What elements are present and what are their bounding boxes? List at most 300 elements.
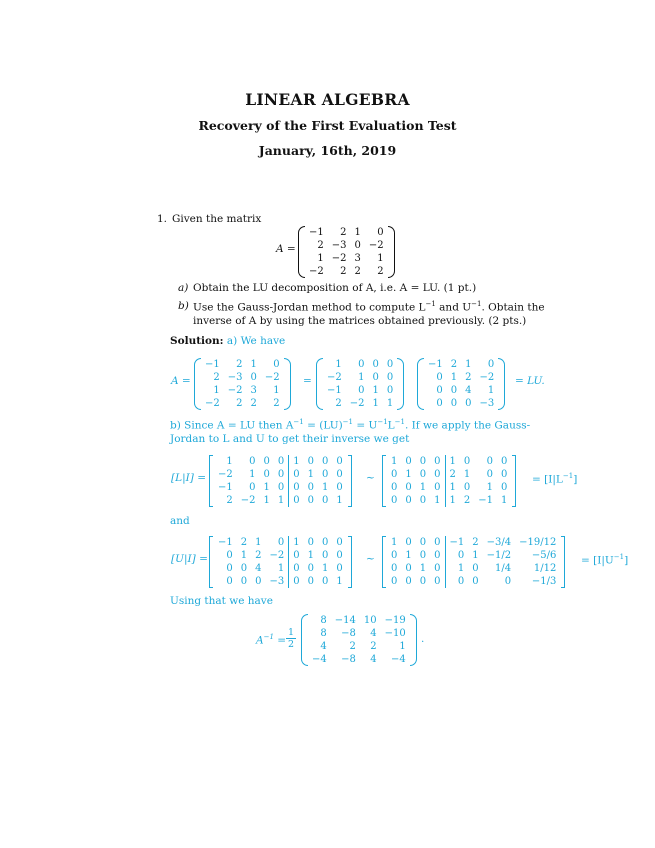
matrix-cell: −1 [478,495,493,506]
matrix-cell: 1 [450,372,458,383]
lu-matrix-a [201,358,284,410]
matrix-cell: 0 [486,469,493,480]
matrix-cell: 1 [277,563,285,574]
bracket-left [209,536,213,588]
matrix-row [214,494,347,507]
matrix-cell: −2 [331,253,347,264]
matrix-cell: 1 [465,359,472,370]
matrix-cell: 1/4 [495,563,512,574]
matrix-cell: 2 [445,468,460,481]
matrix-cell: −2 [327,372,342,383]
solution-block-label: Solution: a) We have [170,335,286,347]
matrix-cell: 1 [335,359,342,370]
matrix-cell: 1 [307,550,314,561]
matrix-row [387,481,511,494]
matrix-cell: 0 [434,456,441,467]
document-subtitle: Recovery of the First Evaluation Test [198,118,457,133]
matrix-li-left [214,455,347,507]
li-sim: ∼ [366,472,375,484]
matrix-row [305,226,388,239]
matrix-row [387,549,560,562]
matrix-cell: 1 [399,641,406,652]
matrix-u [424,358,498,410]
bracket-right [561,536,565,588]
matrix-cell: −2 [349,398,365,409]
using-text: Using that we have [170,595,273,607]
matrix-cell: 1 [487,385,495,396]
matrix-cell: 1 [445,562,468,575]
matrix-row [387,536,560,549]
matrix-row [214,575,347,588]
matrix-a [305,226,388,278]
part-b-text-line2: inverse of A by using the matrices obtained previously. (2 pts.) [193,315,527,327]
matrix-cell: 4 [465,385,472,396]
matrix-cell: 1 [289,455,304,468]
matrix-cell: −14 [334,615,356,626]
ui-result: = $[I|U^{-1}]$ [581,553,629,567]
matrix-cell: 0 [226,576,233,587]
matrix-cell: 0 [472,576,479,587]
matrix-cell: 0 [322,495,329,506]
matrix-cell: 0 [240,576,248,587]
matrix-cell: 2 [226,495,233,506]
matrix-cell: 0 [277,482,285,493]
matrix-cell: 0 [249,456,256,467]
matrix-cell: 0 [405,495,412,506]
matrix-row [387,468,511,481]
matrix-cell: 0 [322,537,329,548]
matrix-row [323,384,397,397]
matrix-cell: 4 [255,563,262,574]
matrix-cell: 0 [336,537,343,548]
matrix-cell: 0 [307,495,314,506]
matrix-cell: 1 [405,550,412,561]
matrix-cell: 0 [358,385,365,396]
matrix-cell: 1 [226,456,233,467]
matrix-cell: 0 [391,550,398,561]
matrix-cell: 2 [250,398,257,409]
matrix-cell: 0 [419,576,427,587]
matrix-row [387,575,560,588]
matrix-cell: 0 [372,372,379,383]
matrix-cell: 0 [501,469,508,480]
matrix-row [214,549,347,562]
matrix-table [214,536,347,588]
matrix-cell: 2 [354,266,361,277]
matrix-row [201,384,284,397]
matrix-cell: 2 [340,266,347,277]
matrix-cell: 1 [289,536,304,549]
matrix-cell: −8 [341,628,356,639]
matrix-cell: 2 [349,641,356,652]
matrix-cell: 0 [434,537,441,548]
matrix-cell: −2 [368,240,384,251]
part-a-text: Obtain the LU decomposition of A, i.e. A = LU. (1 pt.) [193,282,477,294]
matrix-cell: 2 [273,398,280,409]
matrix-cell: 0 [487,359,495,370]
matrix-cell: 0 [336,482,343,493]
matrix-cell: 0 [391,482,398,493]
matrix-cell: −3/4 [486,537,512,548]
matrix-cell: 0 [434,550,441,561]
bracket-right [348,536,352,588]
matrix-cell: 4 [370,654,377,665]
li-label: [L|I] = [171,472,206,484]
matrix-row [305,265,388,278]
matrix-cell: 1 [377,253,384,264]
matrix-table [424,358,498,410]
matrix-cell: 0 [372,359,379,370]
matrix-cell: 0 [419,550,427,561]
matrix-cell: 0 [289,575,304,588]
matrix-cell: 1 [358,372,365,383]
matrix-cell: −2 [218,469,233,480]
matrix-cell: −2 [264,372,280,383]
document-date: January, 16th, 2019 [258,143,397,158]
matrix-cell: −1 [309,227,324,238]
matrix-cell: 0 [289,562,304,575]
matrix-cell: 1 [405,469,412,480]
matrix-cell: 0 [486,456,493,467]
matrix-table [387,455,511,507]
matrix-cell: 0 [436,372,443,383]
matrix-row [201,397,284,410]
matrix-row [323,397,397,410]
matrix-row [424,371,498,384]
matrix-cell: −1/2 [486,550,512,561]
matrix-cell: 8 [320,628,327,639]
matrix-row [387,455,511,468]
matrix-cell: 0 [289,549,304,562]
matrix-row [308,614,410,627]
matrix-cell: 2 [340,227,347,238]
matrix-cell: 0 [273,359,280,370]
matrix-cell: −19/12 [519,537,557,548]
matrix-cell: 1 [463,469,471,480]
matrix-cell: 2 [472,537,479,548]
li-result: = $[I|L^{-1}]$ [532,472,578,486]
matrix-cell: 0 [307,537,314,548]
matrix-cell: 0 [405,563,412,574]
matrix-cell: 0 [405,456,412,467]
matrix-cell: 0 [277,469,285,480]
matrix-cell: 1 [445,494,460,507]
matrix-cell: −2 [309,266,324,277]
matrix-cell: 1 [372,385,379,396]
matrix-cell: 0 [463,482,471,493]
matrix-cell: 0 [307,576,314,587]
matrix-cell: 4 [370,628,377,639]
paren-right [410,614,417,666]
matrix-cell: 0 [386,385,394,396]
matrix-cell: 1 [263,482,270,493]
problem-intro: Given the matrix [172,213,262,225]
matrix-row [308,627,410,640]
matrix-cell: 1 [391,456,398,467]
matrix-row [424,397,498,410]
matrix-table [305,226,388,278]
matrix-cell: 0 [249,482,256,493]
matrix-cell: −3 [479,398,495,409]
matrix-cell: −1 [327,385,342,396]
matrix-cell: 1 [249,469,256,480]
matrix-cell: 8 [320,615,327,626]
matrix-row [387,562,560,575]
matrix-cell: 2 [236,398,243,409]
matrix-table [387,536,560,588]
matrix-cell: 0 [434,469,441,480]
and-text: and [170,515,190,527]
matrix-ainv [308,614,410,666]
matrix-cell: 0 [263,469,270,480]
matrix-cell: 1 [322,563,329,574]
matrix-l [323,358,397,410]
matrix-cell: 0 [255,576,262,587]
paren-left [194,358,201,410]
bracket-right [512,455,516,507]
matrix-cell: 0 [226,563,233,574]
matrix-cell: 0 [336,563,343,574]
matrix-cell: −4 [390,654,406,665]
matrix-cell: 1 [391,537,398,548]
paren-right [388,226,395,278]
matrix-cell: 0 [336,550,343,561]
matrix-row [387,494,511,507]
matrix-cell: 2 [255,550,262,561]
matrix-cell: 1 [263,495,270,506]
matrix-cell: 3 [250,385,257,396]
matrix-table [214,455,347,507]
matrix-cell: 0 [450,385,458,396]
matrix-row [201,358,284,371]
matrix-row [424,384,498,397]
matrix-cell: −3 [227,372,243,383]
matrix-row [323,358,397,371]
paren-left [301,614,308,666]
matrix-cell: 0 [289,494,304,507]
matrix-cell: 1 [419,563,427,574]
lu-a-label: A = [171,375,191,387]
matrix-cell: 0 [226,550,233,561]
matrix-cell: 0 [436,398,443,409]
ainv-period: . [421,633,425,645]
matrix-cell: 10 [363,615,377,626]
paren-right [397,358,404,410]
matrix-cell: 2 [317,240,324,251]
solution-b-line1: b) Since A = LU then $A^{-1} = (LU)^{-1} = U^{-1}L^{-1}$. If we apply the Gauss- [170,418,531,432]
document-title: LINEAR ALGEBRA [245,90,410,109]
matrix-cell: 3 [354,253,361,264]
matrix-cell: 0 [322,576,329,587]
matrix-cell: 0 [391,495,398,506]
matrix-cell: 2 [463,495,471,506]
matrix-cell: 0 [354,240,361,251]
matrix-cell: 0 [386,372,394,383]
matrix-cell: 0 [445,575,468,588]
matrix-cell: 0 [322,550,329,561]
matrix-table [308,614,410,666]
matrix-cell: 0 [419,469,427,480]
matrix-cell: 0 [434,576,441,587]
bracket-left [382,536,386,588]
matrix-cell: 1 [240,550,248,561]
matrix-cell: 0 [377,227,384,238]
bracket-right [348,455,352,507]
matrix-ui-left [214,536,347,588]
matrix-cell: 0 [501,482,508,493]
matrix-cell: 1 [277,495,285,506]
bracket-left [382,455,386,507]
matrix-cell: −5/6 [531,550,557,561]
matrix-cell: 0 [391,469,398,480]
matrix-cell: −2 [205,398,220,409]
matrix-cell: 0 [405,576,412,587]
matrix-cell: 0 [307,456,314,467]
matrix-cell: 2 [450,359,458,370]
matrix-cell: −1 [445,536,468,549]
matrix-cell: −19 [384,615,406,626]
matrix-cell: 0 [501,456,508,467]
matrix-cell: 0 [277,537,285,548]
matrix-cell: 0 [391,563,398,574]
matrix-cell: −2 [269,550,285,561]
paren-right [498,358,505,410]
matrix-row [214,481,347,494]
matrix-cell: 1 [445,455,460,468]
matrix-row [201,371,284,384]
paren-left [417,358,424,410]
matrix-row [214,562,347,575]
matrix-row [308,640,410,653]
part-a-marker: a) [178,282,189,294]
matrix-cell: 0 [463,456,471,467]
paren-left [298,226,305,278]
part-b-text-line1: Use the Gauss-Jordan method to compute $L^{-1}$ and $U^{-1}$. Obtain the [193,300,545,314]
matrix-cell: 0 [391,576,398,587]
matrix-cell: 0 [336,456,343,467]
matrix-cell: 0 [504,576,512,587]
matrix-cell: 0 [419,537,427,548]
solution-b-line2: Jordan to L and U to get their inverse we get [170,433,410,445]
matrix-cell: 2 [377,266,384,277]
matrix-cell: −4 [312,654,327,665]
matrix-cell: 2 [236,359,243,370]
matrix-cell: −3 [269,576,285,587]
matrix-cell: 1 [250,359,257,370]
matrix-cell: 0 [289,481,304,494]
matrix-ui-right [387,536,560,588]
matrix-cell: −1 [218,537,233,548]
matrix-cell: −2 [227,385,243,396]
matrix-cell: 0 [405,482,412,493]
ui-label: [U|I] = [171,553,208,565]
matrix-cell: 4 [320,641,327,652]
matrix-cell: 0 [465,398,472,409]
matrix-cell: 0 [263,456,270,467]
matrix-cell: 0 [436,385,443,396]
matrix-cell: 2 [213,372,220,383]
matrix-cell: 1 [501,495,508,506]
matrix-row [308,653,410,666]
matrix-a-label: A = [276,243,296,255]
matrix-row [214,536,347,549]
matrix-cell: 0 [240,563,248,574]
ainv-fraction: $\frac{1}{2}$ [287,627,295,650]
matrix-cell: 1 [445,481,460,494]
matrix-table [323,358,397,410]
matrix-cell: 0 [322,456,329,467]
matrix-cell: 0 [336,469,343,480]
matrix-cell: 2 [465,372,472,383]
matrix-cell: 1/12 [533,563,557,574]
matrix-cell: 1 [273,385,280,396]
matrix-cell: −2 [479,372,495,383]
matrix-cell: 0 [307,482,314,493]
matrix-cell: 1 [322,482,329,493]
matrix-cell: −8 [341,654,356,665]
bracket-left [209,455,213,507]
matrix-table [201,358,284,410]
matrix-cell: 0 [358,359,365,370]
matrix-cell: 0 [250,372,257,383]
paren-left [316,358,323,410]
matrix-cell: 2 [335,398,342,409]
matrix-cell: 1 [419,482,427,493]
matrix-cell: −1 [218,482,233,493]
matrix-cell: 0 [419,495,427,506]
matrix-cell: −1 [428,359,443,370]
matrix-cell: 1 [213,385,220,396]
matrix-cell: 1 [386,398,394,409]
matrix-cell: 1 [307,469,314,480]
matrix-cell: −1 [205,359,220,370]
matrix-cell: 0 [307,563,314,574]
matrix-cell: 0 [289,468,304,481]
matrix-cell: −3 [331,240,347,251]
lu-equals: = [303,375,312,387]
matrix-cell: 0 [322,469,329,480]
matrix-cell: 0 [472,563,479,574]
matrix-cell: −1/3 [531,576,557,587]
matrix-cell: 1 [372,398,379,409]
matrix-cell: 0 [434,563,441,574]
part-b-marker: b) [178,300,189,312]
matrix-row [323,371,397,384]
matrix-li-right [387,455,511,507]
matrix-cell: −2 [240,495,256,506]
matrix-cell: 2 [240,537,248,548]
matrix-cell: 1 [336,576,343,587]
matrix-row [214,468,347,481]
matrix-cell: 1 [472,550,479,561]
matrix-cell: 1 [486,482,493,493]
ui-sim: ∼ [366,553,375,565]
matrix-row [305,239,388,252]
problem-number: 1. [157,213,168,225]
matrix-cell: −10 [384,628,406,639]
matrix-row [214,455,347,468]
matrix-cell: 0 [450,398,458,409]
matrix-cell: 0 [405,537,412,548]
matrix-cell: 1 [354,227,361,238]
matrix-cell: 1 [317,253,324,264]
matrix-cell: 2 [370,641,377,652]
paren-right [284,358,291,410]
matrix-row [424,358,498,371]
matrix-cell: 0 [386,359,394,370]
matrix-cell: 0 [445,549,468,562]
matrix-cell: 1 [336,495,343,506]
